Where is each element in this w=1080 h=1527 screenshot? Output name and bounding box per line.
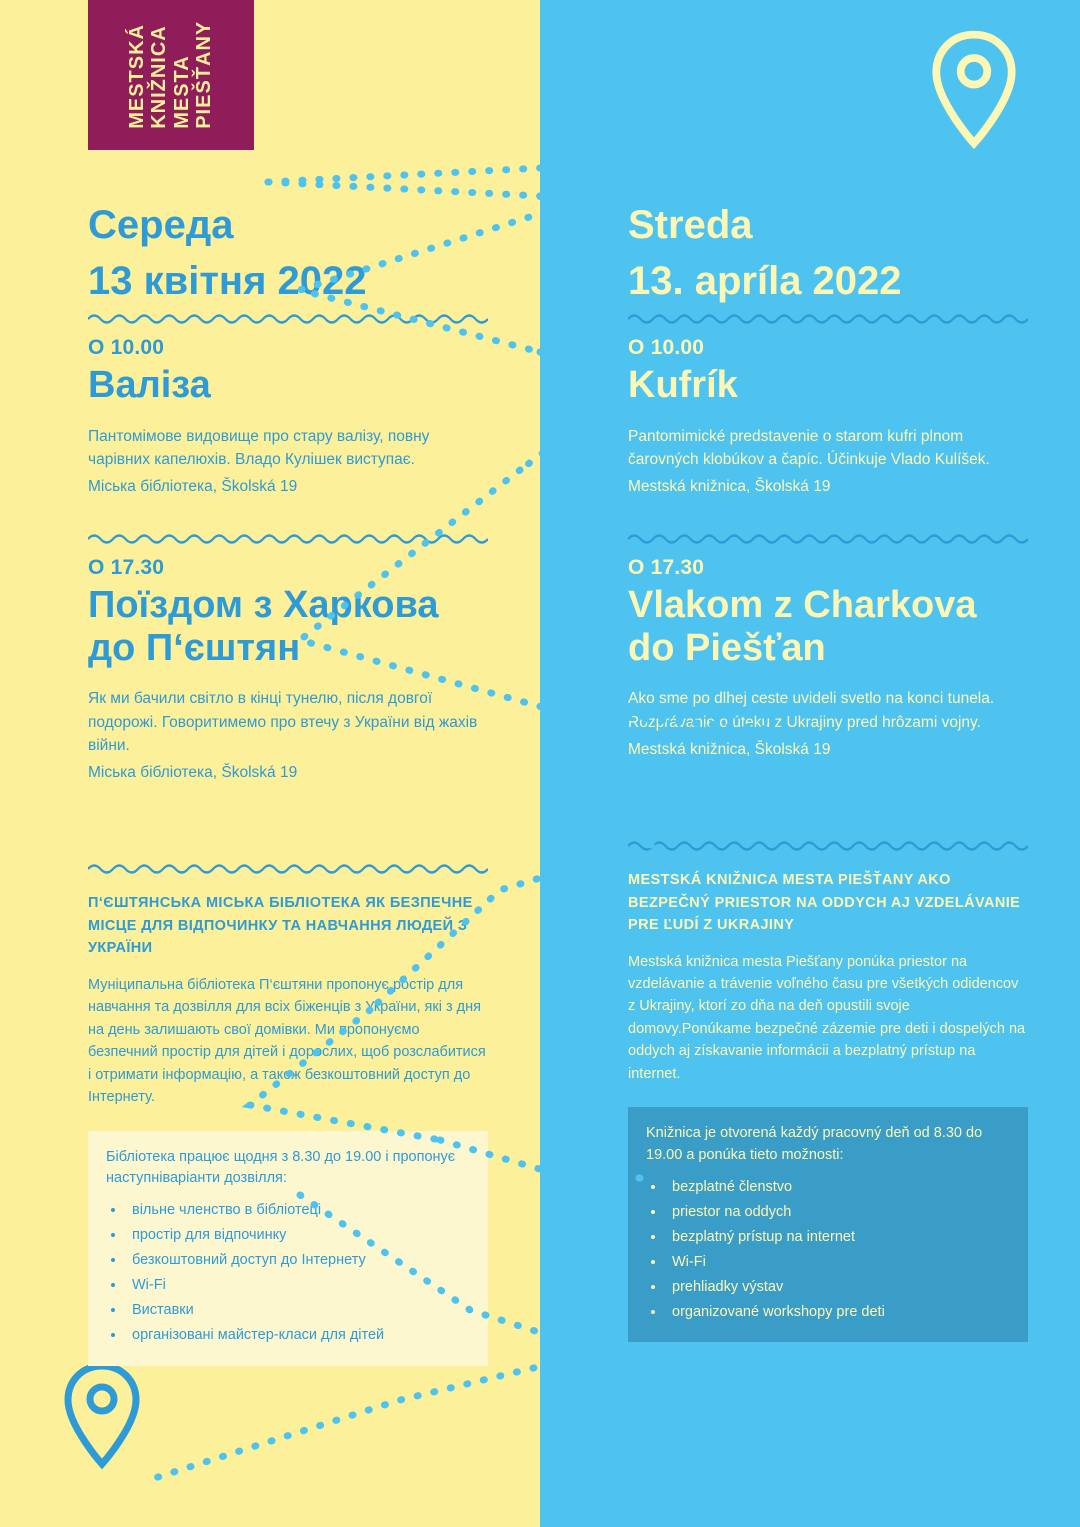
wave-divider xyxy=(88,862,488,876)
logo-line-4: PIEŠŤANY xyxy=(193,20,216,130)
event-time: O 10.00 xyxy=(628,336,705,359)
list-item: • prehliadky výstav xyxy=(666,1275,1010,1300)
list-item: • priestor na oddych xyxy=(666,1200,1010,1225)
info-body: Муніципальна бібліотека П‘єштяни пропонує ростір для навчання та дозвілля для всіх біженців з України, які з дня на день залишають свої домівки. Ми пропонуємо безпечний простір для дітей і дорослих, щоб розслабитися і отримати інформацію, а також безкоштовний доступ до Інтернету. xyxy=(88,976,486,1106)
wave-divider xyxy=(88,532,488,546)
services-list xyxy=(646,1175,1010,1325)
list-item: • безкоштовний доступ до Інтернету xyxy=(126,1248,470,1273)
logo-line-1: MESTSKÁ xyxy=(126,24,149,130)
content-ukrainian xyxy=(88,200,488,1366)
event-venue: Mestská knižnica, Školská 19 xyxy=(628,478,831,496)
event-time: O 17.30 xyxy=(88,556,165,580)
column-slovak xyxy=(540,0,1080,1527)
list-item: • Wi-Fi xyxy=(126,1273,470,1298)
services-list xyxy=(106,1198,470,1348)
event-venue: Міська бібліотека, Školská 19 xyxy=(88,764,298,782)
list-item: • організовані майстер-класи для дітей xyxy=(126,1323,470,1348)
list-item: • вільне членство в бібліотеці xyxy=(126,1198,470,1223)
event-description: Ako sme po dlhej ceste uvideli svetlo na konci tunela. Rozprávanie o úteku z Ukrajiny pred hrôzami vojny. xyxy=(628,690,995,731)
event-title: Vlakom z Charkova do Piešťan xyxy=(628,584,977,669)
list-item: • простір для відпочинку xyxy=(126,1223,470,1248)
event-title: Поїздом з Харкова до П‘єштян xyxy=(88,584,439,669)
day-name-sk: Streda xyxy=(628,203,753,247)
info-heading: MESTSKÁ KNIŽNICA MESTA PIEŠŤANY AKO BEZPEČNÝ PRIESTOR NA ODDYCH AJ VZDELÁVANIE PRE ĽUDÍ Z UKRAJINY xyxy=(628,872,1021,934)
opening-hours-box xyxy=(88,1131,488,1366)
box-title: Бібліотека працює щодня з 8.30 до 19.00 і пропонує наступніваріанти дозвілля: xyxy=(106,1148,456,1187)
event-title: Kufrík xyxy=(628,364,738,406)
event-description: Пантомімове видовище про стару валізу, повну чарівних капелюхів. Владо Кулішек виступає. xyxy=(88,427,430,468)
list-item: • Wi-Fi xyxy=(666,1250,1010,1275)
map-pin-icon xyxy=(62,1360,142,1475)
wave-divider xyxy=(628,532,1028,546)
opening-hours-box xyxy=(628,1107,1028,1342)
wave-divider xyxy=(628,839,1028,853)
event-title: Валіза xyxy=(88,364,211,406)
info-heading: П‘ЄШТЯНСЬКА МІСЬКА БІБЛІОТЕКА ЯК БЕЗПЕЧНЕ МІСЦЕ ДЛЯ ВІДПОЧИНКУ ТА НАВЧАННЯ ЛЮДЕЙ З УКРАЇНИ xyxy=(88,895,473,957)
day-date-sk: 13. apríla 2022 xyxy=(628,259,902,303)
list-item: • organizované workshopy pre deti xyxy=(666,1300,1010,1325)
box-title: Knižnica je otvorená každý pracovný deň od 8.30 do 19.00 a ponúka tieto možnosti: xyxy=(646,1125,983,1164)
content-slovak xyxy=(628,200,1028,1342)
logo-line-3: MESTA xyxy=(171,55,193,130)
day-name-ua: Середа xyxy=(88,203,234,247)
list-item: • bezplatné členstvo xyxy=(666,1175,1010,1200)
info-body: Mestská knižnica mesta Piešťany ponúka priestor na vzdelávanie a trávenie voľného času pre všetkých odidencov z Ukrajiny, ktorí zo dňa na deň opustili svoje domovy.Ponúkame bezpečné zázemie pre deti i dospelých na oddych aj získavanie informácii a bezplatný prístup na internet. xyxy=(628,953,1026,1082)
library-logo xyxy=(88,0,254,150)
list-item: • Виставки xyxy=(126,1298,470,1323)
event-venue: Mestská knižnica, Školská 19 xyxy=(628,740,831,758)
logo-line-2: KNIŽNICA xyxy=(148,25,171,130)
day-date-ua: 13 квітня 2022 xyxy=(88,259,367,303)
event-venue: Міська бібліотека, Školská 19 xyxy=(88,478,298,496)
wave-divider xyxy=(628,312,1028,326)
map-pin-icon xyxy=(928,28,1020,155)
event-description: Як ми бачили світло в кінці тунелю, після довгої подорожі. Говоритимемо про втечу з України від жахів війни. xyxy=(88,690,478,754)
event-description: Pantomimické predstavenie o starom kufri plnom čarovných klobúkov a čapíc. Účinkuje Vlado Kulíšek. xyxy=(628,427,990,468)
event-time: O 10.00 xyxy=(88,336,165,359)
list-item: • bezplatný prístup na internet xyxy=(666,1225,1010,1250)
wave-divider xyxy=(88,312,488,326)
event-time: O 17.30 xyxy=(628,556,705,580)
